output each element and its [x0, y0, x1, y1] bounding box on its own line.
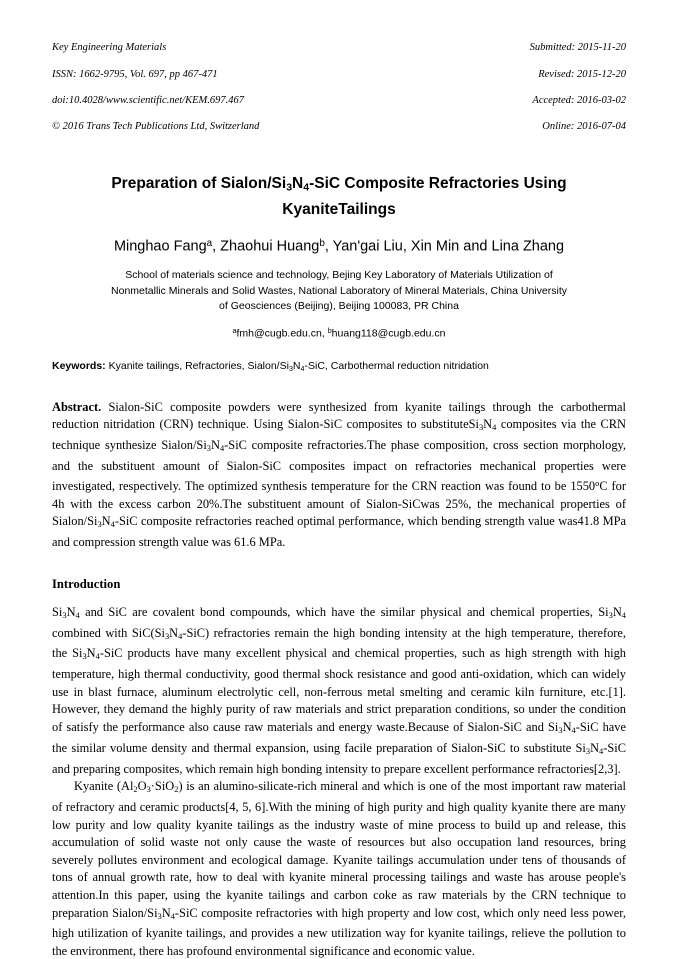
- page-title: [70, 173, 608, 220]
- intro-p1-t12: N: [590, 740, 600, 755]
- abstract-label: Abstract.: [52, 400, 102, 415]
- submission-dates: [530, 28, 626, 147]
- intro-p1-s1: 3: [62, 610, 67, 621]
- keywords-label: Keywords:: [52, 360, 106, 373]
- introduction-paragraph-2: [52, 778, 626, 959]
- keywords-part-2: N: [292, 360, 301, 373]
- abstract-text-5: -SiC composite refractories.The phase composition, cross section morphology, and the substituent amount of Sialon-SiC composites impact on refractories mechanical properties were investigated, respectively. The optimized synthesis temperature for the CRN reaction was found to be 1550: [52, 438, 627, 494]
- abstract-text-3: composites via the CRN technique synthesize Sialon/Si: [52, 417, 626, 453]
- intro-p1-s12: 4: [599, 746, 604, 756]
- intro-p1-t7: -SiC) refractories remain the high bonding intensity at the high temperature, therefore, the Si: [52, 625, 626, 661]
- intro-p1-s6: 4: [178, 630, 183, 641]
- date-submitted: Submitted: 2015-11-20: [529, 42, 626, 54]
- email-address-a: fmh@cugb.edu.cn,: [236, 327, 328, 340]
- intro-p2-s2: 3: [146, 784, 151, 795]
- email-mark-a: a: [232, 326, 237, 335]
- date-online: Online: 2016-07-04: [542, 121, 626, 133]
- affiliation: [60, 268, 618, 315]
- title-part-1: Preparation of Sialon/Si: [111, 174, 287, 192]
- journal-name: Key Engineering Materials: [52, 42, 167, 54]
- intro-p1-s8: 4: [95, 651, 100, 662]
- intro-p2-t5: N: [161, 905, 171, 920]
- abstract: [52, 399, 626, 551]
- introduction-paragraph-1: [52, 604, 626, 778]
- journal-issn: ISSN: 1662-9795, Vol. 697, pp 467-471: [52, 68, 218, 80]
- intro-p1-t11: -SiC have the similar volume density and thermal expansion, using facile preparation of Sialon-SiC to substitute Si: [52, 720, 626, 755]
- keywords-part-1: Kyanite tailings, Refractories, Sialon/Si: [105, 360, 289, 373]
- email-mark-b: b: [327, 326, 332, 335]
- abstract-text-8: -SiC composite refractories reached optimal performance, which bending strength value was41.8 MPa and compression strength value was 61.6 MPa.: [52, 513, 626, 549]
- abstract-sub-3: 3: [206, 443, 211, 454]
- abstract-text-1: Sialon-SiC composite powders were synthesized from kyanite tailings through the carbothermal reduction nitridation (CRN) technique. Using Sialon-SiC composites to substituteSi: [52, 400, 626, 432]
- affiliation-line-2: Nonmetallic Minerals and Solid Wastes, National Laboratory of Mineral Materials, China University: [111, 284, 567, 297]
- intro-p2-s5: 4: [170, 910, 175, 921]
- author-first: Minghao Fang: [113, 238, 207, 255]
- abstract-sub-4: 4: [219, 443, 225, 454]
- intro-p1-t6: N: [169, 625, 179, 640]
- author-affil-mark-b: b: [319, 237, 325, 249]
- author-list: [52, 238, 626, 255]
- intro-p1-s9: 3: [558, 725, 563, 736]
- intro-p1-t9: -SiC products have many excellent physical and chemical properties, such as high strength with high temperature, high thermal conductivity, good thermal shock resistance and good anti-oxidation, which can widely use in blast furnace, aluminum electrolytic cell, non-ferrous metal smelting and ceramic kiln furniture, etc.[1]. However, they demand the highly purity of raw materials and strict preparation conditions, so under the condition of satisfy the performance also cause raw materials and energy waste.Because of Sialon-SiC and Si: [52, 646, 626, 735]
- intro-p1-t5: combined with SiC(Si: [52, 625, 165, 640]
- intro-p1-t3: and SiC are covalent bond compounds, which have the similar physical and chemical properties, Si: [79, 604, 609, 619]
- intro-p1-s10: 4: [571, 725, 576, 736]
- page-header: [52, 28, 626, 147]
- keywords-sub-1: 3: [288, 365, 293, 374]
- intro-p1-t8: N: [86, 646, 96, 661]
- title-line-2: KyaniteTailings: [282, 200, 396, 218]
- keywords-sub-2: 4: [300, 365, 305, 374]
- intro-p1-t13: -SiC and preparing composites, which remain high bonding intensity to prepare excellent performance refractories[2,3].: [52, 740, 626, 776]
- intro-p1-s5: 3: [164, 630, 170, 641]
- title-part-3: -SiC Composite Refractories Using: [309, 174, 567, 192]
- abstract-sub-2: 4: [492, 422, 497, 433]
- intro-p1-s3: 3: [608, 610, 613, 621]
- intro-p2-t1: Kyanite (Al: [74, 779, 134, 794]
- intro-p2-s3: 2: [174, 784, 179, 795]
- abstract-degree-symbol: o: [595, 478, 600, 489]
- affiliation-line-3: of Geosciences (Beijing), Beijing 100083, PR China: [219, 300, 459, 313]
- intro-p2-t4: ) is an alumino-silicate-rich mineral and which is one of the most important raw material of refractory and ceramic products[4, 5, 6].With the mining of high purity and high quality kyanite there are many low purity and low quality kyanite tailings as the industry waste of mine process to build up and release, this accumulation of solid waste not only cause the waste of resources but also occupation land resources, bring severely pollutes environment and ecological damage. Kyanite tailings accumulation under tens of thousands of tons of annual growth rate, how to deal with kyanite mineral processing tailings and waste has arouse people's attention.In this paper, using the kyanite tailings and carbon coke as raw materials by the CRN technique to preparation Sialon/Si: [52, 779, 626, 920]
- abstract-sub-6: 4: [110, 519, 115, 530]
- journal-copyright: © 2016 Trans Tech Publications Ltd, Switzerland: [52, 121, 260, 133]
- abstract-sub-5: 3: [97, 519, 102, 530]
- author-rest: , Yan'gai Liu, Xin Min and Lina Zhang: [324, 238, 565, 255]
- abstract-text-4: N: [211, 438, 220, 453]
- intro-p2-t2: O: [137, 779, 147, 794]
- title-part-2: N: [292, 174, 304, 192]
- email-address-b: huang118@cugb.edu.cn: [331, 327, 446, 340]
- intro-p1-t1: Si: [52, 604, 63, 619]
- abstract-text-6: C for 4h with the excess carbon 20%.The substituent amount of Sialon-SiCwas 25%, the mechanical properties of Sialon/Si: [52, 479, 627, 528]
- author-affil-mark-a: a: [206, 237, 213, 249]
- section-heading-introduction: Introduction: [52, 576, 121, 591]
- intro-p2-t3: ·SiO: [150, 779, 175, 794]
- intro-p1-s7: 3: [82, 651, 87, 662]
- keywords-part-3: -SiC, Carbothermal reduction nitridation: [304, 360, 489, 373]
- intro-p1-s2: 4: [75, 610, 80, 621]
- intro-p2-s1: 2: [133, 784, 138, 795]
- author-second: , Zhaohui Huang: [212, 238, 320, 255]
- author-emails: [52, 327, 626, 339]
- intro-p1-s4: 4: [621, 610, 626, 621]
- title-sub-1: 3: [286, 181, 293, 194]
- intro-p1-t10: N: [562, 720, 572, 735]
- affiliation-line-1: School of materials science and technology, Bejing Key Laboratory of Materials Utilization of: [125, 269, 553, 282]
- abstract-text-2: N: [483, 417, 493, 432]
- intro-p2-s4: 3: [157, 910, 162, 921]
- abstract-sub-1: 3: [478, 422, 484, 433]
- journal-doi: doi:10.4028/www.scientific.net/KEM.697.467: [52, 95, 244, 107]
- abstract-text-7: N: [101, 513, 111, 528]
- intro-p1-t4: N: [612, 604, 622, 619]
- journal-info: [52, 28, 259, 147]
- title-sub-2: 4: [303, 181, 310, 194]
- date-revised: Revised: 2015-12-20: [538, 68, 626, 80]
- date-accepted: Accepted: 2016-03-02: [532, 95, 626, 107]
- keywords: [52, 359, 626, 377]
- intro-p1-t2: N: [66, 604, 76, 619]
- intro-p2-t6: -SiC composite refractories with high property and low cost, which only need less power, high utilization of kyanite tailings, and provides a new utilization way for kyanite tailings, relieve the pollution to the environment, there has profound environmental significance and economic value.: [52, 905, 626, 958]
- intro-p1-s11: 3: [585, 746, 591, 756]
